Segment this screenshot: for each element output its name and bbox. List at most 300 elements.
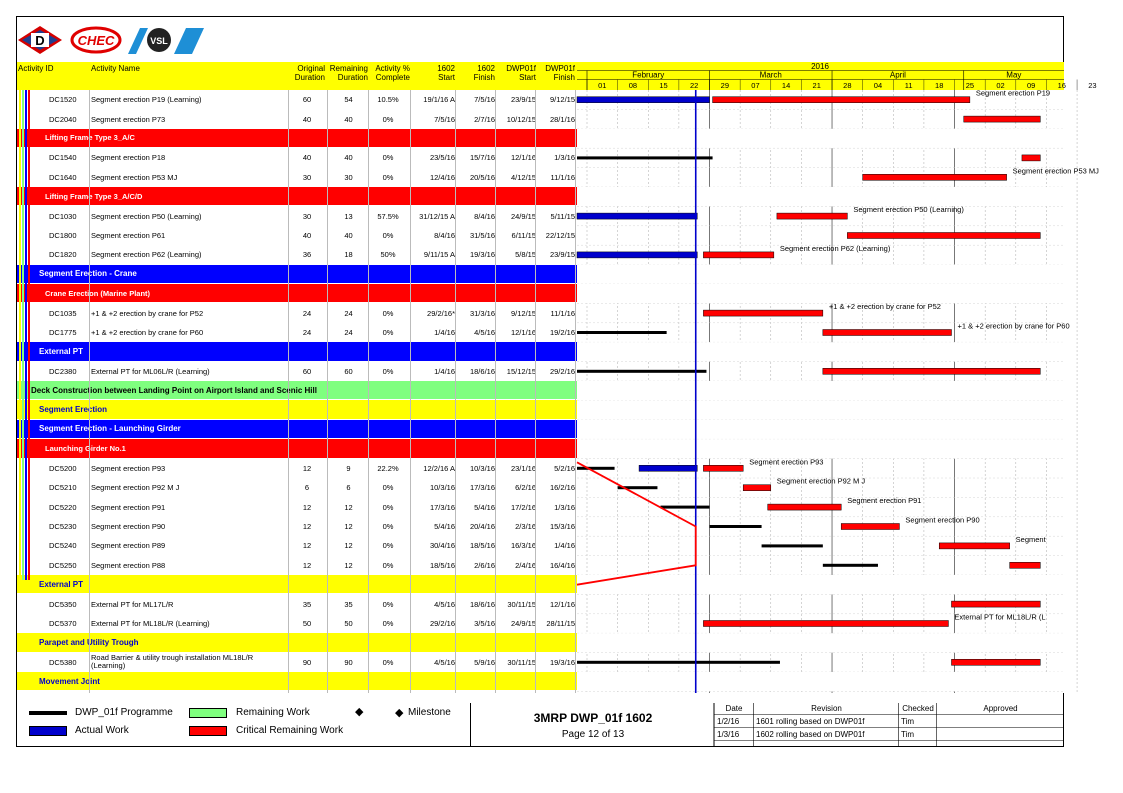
- table-row[interactable]: [17, 517, 577, 537]
- gantt-bar-label: External PT for ML18L/R (L: [954, 612, 1046, 622]
- table-row[interactable]: [17, 614, 577, 634]
- cell-ds: 24/9/15: [510, 211, 536, 221]
- group-header: Deck Construction between Landing Point on Airport Island and Scenic Hill: [17, 381, 577, 400]
- gantt-bar-label: Segment erection P53 MJ: [1012, 166, 1099, 176]
- cell-id: DC2380: [49, 366, 77, 376]
- gantt-bar-label: Segment: [1015, 534, 1046, 544]
- gantt-bar-label: +1 & +2 erection by crane for P60: [957, 321, 1070, 331]
- cell-f: 4/5/16: [474, 327, 495, 337]
- timescale-week: 02: [996, 81, 1005, 90]
- group-header: External PT: [17, 342, 577, 361]
- cell-df: 28/11/15: [546, 618, 575, 628]
- legend-milestone-icon-2: ◆: [395, 707, 404, 719]
- cell-f: 2/7/16: [474, 114, 495, 124]
- cell-id: DC5200: [49, 463, 77, 473]
- cell-id: DC1820: [49, 250, 77, 260]
- cell-ds: 4/12/15: [510, 172, 536, 182]
- group-header: Segment Erection - Launching Girder: [17, 420, 577, 439]
- col-original-duration: Original Duration: [294, 64, 325, 82]
- gantt-group-band: [577, 342, 1064, 361]
- cell-ds: 17/2/16: [510, 502, 536, 512]
- cell-name: +1 & +2 erection by crane for P60: [91, 327, 204, 337]
- timescale-month: May: [1006, 70, 1022, 80]
- timescale-week: 07: [751, 81, 760, 90]
- cell-ds: 15/12/15: [506, 366, 536, 376]
- cell-f: 3/5/16: [474, 618, 495, 628]
- gantt-bar-programme: [762, 544, 823, 547]
- cell-name: Segment erection P89: [91, 541, 166, 551]
- cell-s: 31/12/15 A: [419, 211, 455, 221]
- timescale-week: 28: [843, 81, 852, 90]
- cell-df: 12/1/16: [549, 599, 575, 609]
- timescale-month: March: [759, 70, 782, 80]
- gantt-bar-critical: [777, 213, 847, 219]
- cell-od: 60: [302, 95, 312, 105]
- gantt-bar-critical: [847, 233, 1040, 239]
- cell-id: DC2040: [49, 114, 77, 124]
- cell-f: 20/5/16: [469, 172, 495, 182]
- cell-id: DC5370: [49, 618, 77, 628]
- cell-s: 19/1/16 A: [423, 95, 455, 105]
- timescale-week: 16: [1057, 81, 1066, 90]
- cell-df: 19/3/16: [549, 657, 575, 667]
- group-header: Crane Erection (Marine Plant): [17, 284, 577, 303]
- svg-text:D: D: [35, 33, 45, 48]
- group-header: Segment Erection: [17, 400, 577, 419]
- gantt-group-band: [577, 439, 1064, 458]
- cell-df: 1/3/16: [554, 502, 575, 512]
- cell-pct: 0%: [382, 366, 394, 376]
- rev-checked: Tim: [901, 730, 915, 739]
- cell-pct: 50%: [380, 250, 396, 260]
- gantt-group-band: [577, 187, 1064, 206]
- gantt-bar-programme: [577, 370, 706, 373]
- cell-id: DC5230: [49, 521, 77, 531]
- group-header: Lifting Frame Type 3_A/C: [17, 129, 577, 148]
- cell-od: 36: [302, 250, 312, 260]
- table-row[interactable]: [17, 536, 577, 556]
- cell-ds: 2/4/16: [515, 560, 536, 570]
- cell-ds: 6/11/15: [511, 230, 536, 240]
- cell-s: 7/5/16: [434, 114, 455, 124]
- cell-s: 18/5/16: [429, 560, 455, 570]
- timescale-week: 11: [904, 81, 913, 90]
- cell-df: 11/1/16: [550, 172, 575, 182]
- rev-text: 1601 rolling based on DWP01f: [756, 717, 865, 726]
- cell-s: 5/4/16: [434, 521, 455, 531]
- legend-critical-label: Critical Remaining Work: [236, 725, 344, 736]
- gantt-group-band: [577, 400, 1064, 419]
- cell-id: DC1640: [49, 172, 77, 182]
- revision-table: [714, 703, 1064, 747]
- cell-s: 12/2/16 A: [423, 463, 455, 473]
- gantt-bar-critical: [703, 621, 948, 627]
- gantt-bar-label: Segment erection P93: [749, 457, 824, 467]
- table-row[interactable]: [17, 556, 577, 576]
- cell-s: 17/3/16: [429, 502, 455, 512]
- cell-name: Segment erection P61: [91, 230, 166, 240]
- col-activity-id: Activity ID: [18, 64, 54, 73]
- gantt-bar-programme: [661, 506, 710, 509]
- cell-pct: 0%: [382, 327, 394, 337]
- legend-milestone-label: Milestone: [408, 707, 451, 718]
- cell-pct: 0%: [382, 657, 394, 667]
- gantt-group-band: [577, 265, 1064, 284]
- gantt-bar-label: Segment erection P50 (Learning): [853, 205, 964, 215]
- cell-rd: 12: [344, 560, 353, 570]
- col-activity-complete: Activity % Complete: [375, 64, 410, 82]
- cell-df: 16/2/16: [549, 483, 575, 493]
- cell-rd: 60: [344, 366, 353, 376]
- cell-name: +1 & +2 erection by crane for P52: [91, 308, 204, 318]
- cell-id: DC1775: [49, 327, 77, 337]
- table-row[interactable]: [17, 303, 577, 323]
- cell-rd: 50: [344, 618, 353, 628]
- cell-pct: 0%: [382, 521, 394, 531]
- chart-title: 3MRP DWP_01f 1602: [533, 711, 653, 725]
- cell-df: 11/1/16: [550, 308, 575, 318]
- table-row[interactable]: [17, 478, 577, 498]
- timescale-week: 01: [598, 81, 607, 90]
- cell-f: 18/6/16: [469, 599, 495, 609]
- gantt-bar-label: Segment erection P62 (Learning): [779, 243, 891, 253]
- timescale-week: 08: [628, 81, 638, 90]
- cell-f: 17/3/16: [469, 483, 495, 493]
- logo-chec: [72, 28, 120, 52]
- gantt-bar-programme: [577, 467, 615, 470]
- timescale-year: 2016: [811, 62, 829, 71]
- cell-od: 60: [302, 366, 312, 376]
- cell-s: 23/5/16: [429, 153, 455, 163]
- cell-f: 20/4/16: [469, 521, 495, 531]
- cell-rd: 40: [344, 114, 353, 124]
- cell-f: 5/9/16: [474, 657, 495, 667]
- rev-head-approved: Approved: [983, 704, 1018, 713]
- cell-od: 30: [302, 172, 312, 182]
- timescale-week: 21: [812, 81, 821, 90]
- company-logos: [18, 26, 208, 56]
- cell-s: 29/2/16*: [427, 308, 455, 318]
- gantt-bar-programme: [577, 661, 780, 664]
- cell-df: 22/12/15: [545, 230, 575, 240]
- table-row[interactable]: [17, 653, 577, 673]
- cell-od: 12: [302, 521, 312, 531]
- cell-rd: 24: [344, 327, 353, 337]
- timescale-week: 25: [965, 81, 975, 90]
- logo-vsl: [128, 28, 204, 54]
- col-1602-finish: 1602 Finish: [473, 64, 495, 82]
- cell-s: 1/4/16: [434, 366, 455, 376]
- gantt-bar-critical: [703, 252, 773, 258]
- cell-name: External PT for ML18L/R (Learning): [91, 618, 210, 628]
- col-1602-start: 1602 Start: [437, 64, 455, 82]
- cell-rd: 6: [346, 483, 351, 493]
- cell-ds: 10/12/15: [506, 114, 536, 124]
- logo-bar: [18, 26, 208, 54]
- rev-checked: Tim: [901, 717, 915, 726]
- cell-ds: 12/1/16: [510, 327, 536, 337]
- cell-s: 12/4/16: [429, 172, 455, 182]
- cell-pct: 0%: [382, 308, 394, 318]
- cell-od: 12: [302, 560, 312, 570]
- cell-name: Segment erection P19 (Learning): [91, 95, 202, 105]
- cell-id: DC5240: [49, 541, 77, 551]
- table-row[interactable]: [17, 497, 577, 517]
- cell-name: Segment erection P90: [91, 521, 166, 531]
- timescale-week: 29: [720, 81, 730, 90]
- gantt-bar-actual: [577, 97, 710, 103]
- gantt-group-band: [577, 633, 1064, 652]
- table-row[interactable]: [17, 594, 577, 614]
- col-dwp-start: DWP01f Start: [506, 64, 536, 82]
- cell-name: Segment erection P88: [91, 560, 166, 570]
- gantt-group-band: [577, 284, 1064, 303]
- cell-name: External PT for ML17L/R: [91, 599, 174, 609]
- cell-f: 7/5/16: [474, 95, 495, 105]
- gantt-group-band: [577, 672, 1064, 691]
- cell-df: 5/2/16: [554, 463, 575, 473]
- legend-programme-swatch: [29, 711, 67, 715]
- cell-pct: 10.5%: [377, 95, 399, 105]
- cell-pct: 0%: [382, 153, 394, 163]
- cell-rd: 13: [344, 211, 353, 221]
- cell-rd: 24: [344, 308, 353, 318]
- gantt-bar-critical: [964, 116, 1041, 122]
- cell-ds: 23/1/16: [510, 463, 536, 473]
- cell-rd: 12: [344, 502, 353, 512]
- group-header: External PT: [17, 575, 577, 594]
- cell-id: DC1800: [49, 230, 77, 240]
- cell-name: Segment erection P53 MJ: [91, 172, 178, 182]
- cell-f: 19/3/16: [469, 250, 495, 260]
- cell-f: 31/3/16: [469, 308, 495, 318]
- gantt-bar-label: +1 & +2 erection by crane for P52: [828, 302, 941, 312]
- cell-f: 18/5/16: [469, 541, 495, 551]
- timescale-week: 14: [781, 81, 791, 90]
- timescale-week: 18: [935, 81, 944, 90]
- cell-pct: 0%: [382, 483, 394, 493]
- cell-od: 24: [302, 327, 312, 337]
- gantt-bar-critical: [713, 97, 970, 103]
- cell-id: DC5220: [49, 502, 77, 512]
- legend-remaining-label: Remaining Work: [236, 707, 310, 718]
- cell-ds: 9/12/15: [510, 308, 536, 318]
- table-row[interactable]: [17, 226, 577, 246]
- cell-name: Segment erection P50 (Learning): [91, 211, 202, 221]
- cell-name: Segment erection P62 (Learning): [91, 250, 202, 260]
- timescale: [577, 62, 1097, 90]
- cell-ds: 5/8/15: [515, 250, 536, 260]
- gantt-bar-critical: [1022, 155, 1040, 161]
- gantt-bar-critical: [939, 543, 1009, 549]
- cell-id: DC1540: [49, 153, 77, 163]
- cell-name: Segment erection P92 M J: [91, 483, 180, 493]
- group-header: Lifting Frame Type 3_A/C/D: [17, 187, 577, 206]
- timescale-week: 04: [873, 81, 883, 90]
- table-row[interactable]: [17, 323, 577, 343]
- table-row[interactable]: [17, 459, 577, 479]
- cell-name: Segment erection P73: [91, 114, 166, 124]
- cell-rd: 30: [344, 172, 353, 182]
- legend: [17, 703, 470, 747]
- gantt-bar-critical: [823, 368, 1040, 374]
- cell-df: 23/9/15: [549, 250, 575, 260]
- cell-id: DC5380: [49, 657, 77, 667]
- table-row[interactable]: [17, 109, 577, 129]
- legend-critical-swatch: [189, 726, 227, 736]
- gantt-group-band: [577, 420, 1064, 439]
- cell-pct: 0%: [382, 230, 394, 240]
- cell-ds: 12/1/16: [510, 153, 536, 163]
- logo-d: [18, 26, 62, 54]
- gantt-group-band: [577, 381, 1064, 400]
- timescale-week: 22: [690, 81, 699, 90]
- gantt-bar-label: Segment erection P92 M J: [776, 476, 866, 486]
- cell-f: 15/7/16: [469, 153, 495, 163]
- cell-ds: 6/2/16: [515, 483, 536, 493]
- gantt-bar-critical: [951, 601, 1040, 607]
- cell-id: DC5250: [49, 560, 77, 570]
- gantt-bar-actual: [577, 252, 697, 258]
- cell-od: 12: [302, 502, 312, 512]
- group-header: Segment Erection - Crane: [17, 265, 577, 284]
- cell-f: 2/6/16: [474, 560, 495, 570]
- cell-pct: 0%: [382, 560, 394, 570]
- rev-head-revision: Revision: [811, 704, 842, 713]
- gantt-bar-critical: [743, 485, 771, 491]
- cell-f: 5/4/16: [474, 502, 495, 512]
- gantt-bar-programme: [577, 156, 713, 159]
- cell-df: 29/2/16: [549, 366, 575, 376]
- group-header: Movement Joint: [17, 672, 577, 691]
- cell-id: DC5210: [49, 483, 77, 493]
- col-remaining-duration: Remaining Duration: [329, 64, 368, 82]
- gantt-bar-critical: [768, 504, 842, 510]
- gantt-bar-critical: [863, 174, 1007, 180]
- table-row[interactable]: [17, 90, 577, 110]
- timescale-month: February: [632, 70, 665, 80]
- table-row[interactable]: [17, 206, 577, 226]
- cell-od: 40: [302, 114, 312, 124]
- cell-f: 8/4/16: [474, 211, 495, 221]
- rev-date: 1/2/16: [717, 717, 740, 726]
- cell-rd: 18: [344, 250, 353, 260]
- cell-s: 29/2/16: [429, 618, 455, 628]
- timescale-week: 15: [659, 81, 668, 90]
- legend-remaining-swatch: [189, 708, 227, 718]
- cell-f: 18/6/16: [469, 366, 495, 376]
- rev-date: 1/3/16: [717, 730, 740, 739]
- cell-f: 31/5/16: [469, 230, 495, 240]
- col-activity-name: Activity Name: [91, 64, 140, 73]
- cell-s: 10/3/16: [429, 483, 455, 493]
- cell-pct: 22.2%: [377, 463, 399, 473]
- cell-ds: 16/3/16: [510, 541, 536, 551]
- cell-od: 6: [304, 483, 310, 493]
- svg-text:VSL: VSL: [150, 36, 168, 46]
- table-row[interactable]: [17, 362, 577, 382]
- cell-rd: 54: [344, 95, 353, 105]
- cell-od: 12: [302, 541, 312, 551]
- col-dwp-finish: DWP01f Finish: [545, 64, 575, 82]
- page-number: Page 12 of 13: [561, 729, 625, 740]
- cell-pct: 57.5%: [377, 211, 399, 221]
- cell-rd: 12: [344, 521, 353, 531]
- cell-s: 30/4/16: [429, 541, 455, 551]
- cell-s: 9/11/15 A: [423, 250, 455, 260]
- cell-pct: 0%: [382, 541, 394, 551]
- gantt-bar-label: Segment erection P90: [905, 515, 980, 525]
- rev-head-date: Date: [725, 704, 743, 713]
- cell-df: 16/4/16: [549, 560, 575, 570]
- cell-name: Segment erection P91: [91, 502, 166, 512]
- timescale-week: 09: [1026, 81, 1036, 90]
- cell-rd: 9: [346, 463, 351, 473]
- group-header: Launching Girder No.1: [17, 439, 577, 458]
- cell-name: External PT for ML06L/R (Learning): [91, 366, 210, 376]
- gantt-bar-label: Segment erection P19: [975, 88, 1051, 98]
- cell-df: 19/2/16: [549, 327, 575, 337]
- cell-df: 28/1/16: [549, 114, 575, 124]
- rev-text: 1602 rolling based on DWP01f: [756, 730, 865, 739]
- cell-df: 9/12/15: [549, 95, 575, 105]
- table-row[interactable]: [17, 148, 577, 168]
- cell-od: 90: [302, 657, 312, 667]
- cell-df: 1/3/16: [554, 153, 575, 163]
- cell-od: 40: [302, 153, 312, 163]
- gantt-bar-programme: [710, 525, 762, 528]
- cell-id: DC1035: [49, 308, 77, 318]
- table-row[interactable]: [17, 245, 577, 265]
- timescale-week: 23: [1088, 81, 1097, 90]
- gantt-bar-programme: [577, 331, 667, 334]
- cell-pct: 0%: [382, 618, 394, 628]
- cell-id: DC5350: [49, 599, 77, 609]
- gantt-chart: [577, 88, 1099, 693]
- table-row[interactable]: [17, 168, 577, 188]
- group-header: Parapet and Utility Trough: [17, 633, 577, 652]
- timescale-month: April: [889, 70, 906, 80]
- cell-name: Segment erection P18: [91, 153, 166, 163]
- cell-pct: 0%: [382, 114, 394, 124]
- cell-rd: 35: [344, 599, 353, 609]
- cell-id: DC1030: [49, 211, 77, 221]
- cell-rd: 90: [344, 657, 353, 667]
- cell-ds: 30/11/15: [507, 657, 536, 667]
- gantt-group-band: [577, 129, 1064, 148]
- cell-rd: 12: [344, 541, 353, 551]
- legend-programme-label: DWP_01f Programme: [75, 707, 173, 718]
- cell-pct: 0%: [382, 172, 394, 182]
- table-header: [17, 62, 1097, 91]
- gantt-group-band: [577, 575, 1064, 594]
- cell-name: Segment erection P93: [91, 463, 166, 473]
- legend-milestone-icon: ◆: [355, 706, 364, 718]
- cell-od: 50: [302, 618, 312, 628]
- gantt-bar-critical: [703, 465, 743, 471]
- gantt-bar-actual: [577, 213, 697, 219]
- legend-actual-label: Actual Work: [75, 725, 129, 736]
- gantt-bar-critical: [1010, 562, 1041, 568]
- gantt-bar-critical: [823, 330, 952, 336]
- svg-text:CHEC: CHEC: [77, 33, 115, 48]
- rev-head-checked: Checked: [902, 704, 934, 713]
- cell-pct: 0%: [382, 502, 394, 512]
- cell-df: 5/11/15: [550, 211, 575, 221]
- cell-ds: 2/3/16: [515, 521, 536, 531]
- cell-name: Road Barrier & utility trough installation ML18L/R (Learning): [91, 653, 254, 671]
- cell-ds: 24/9/15: [510, 618, 536, 628]
